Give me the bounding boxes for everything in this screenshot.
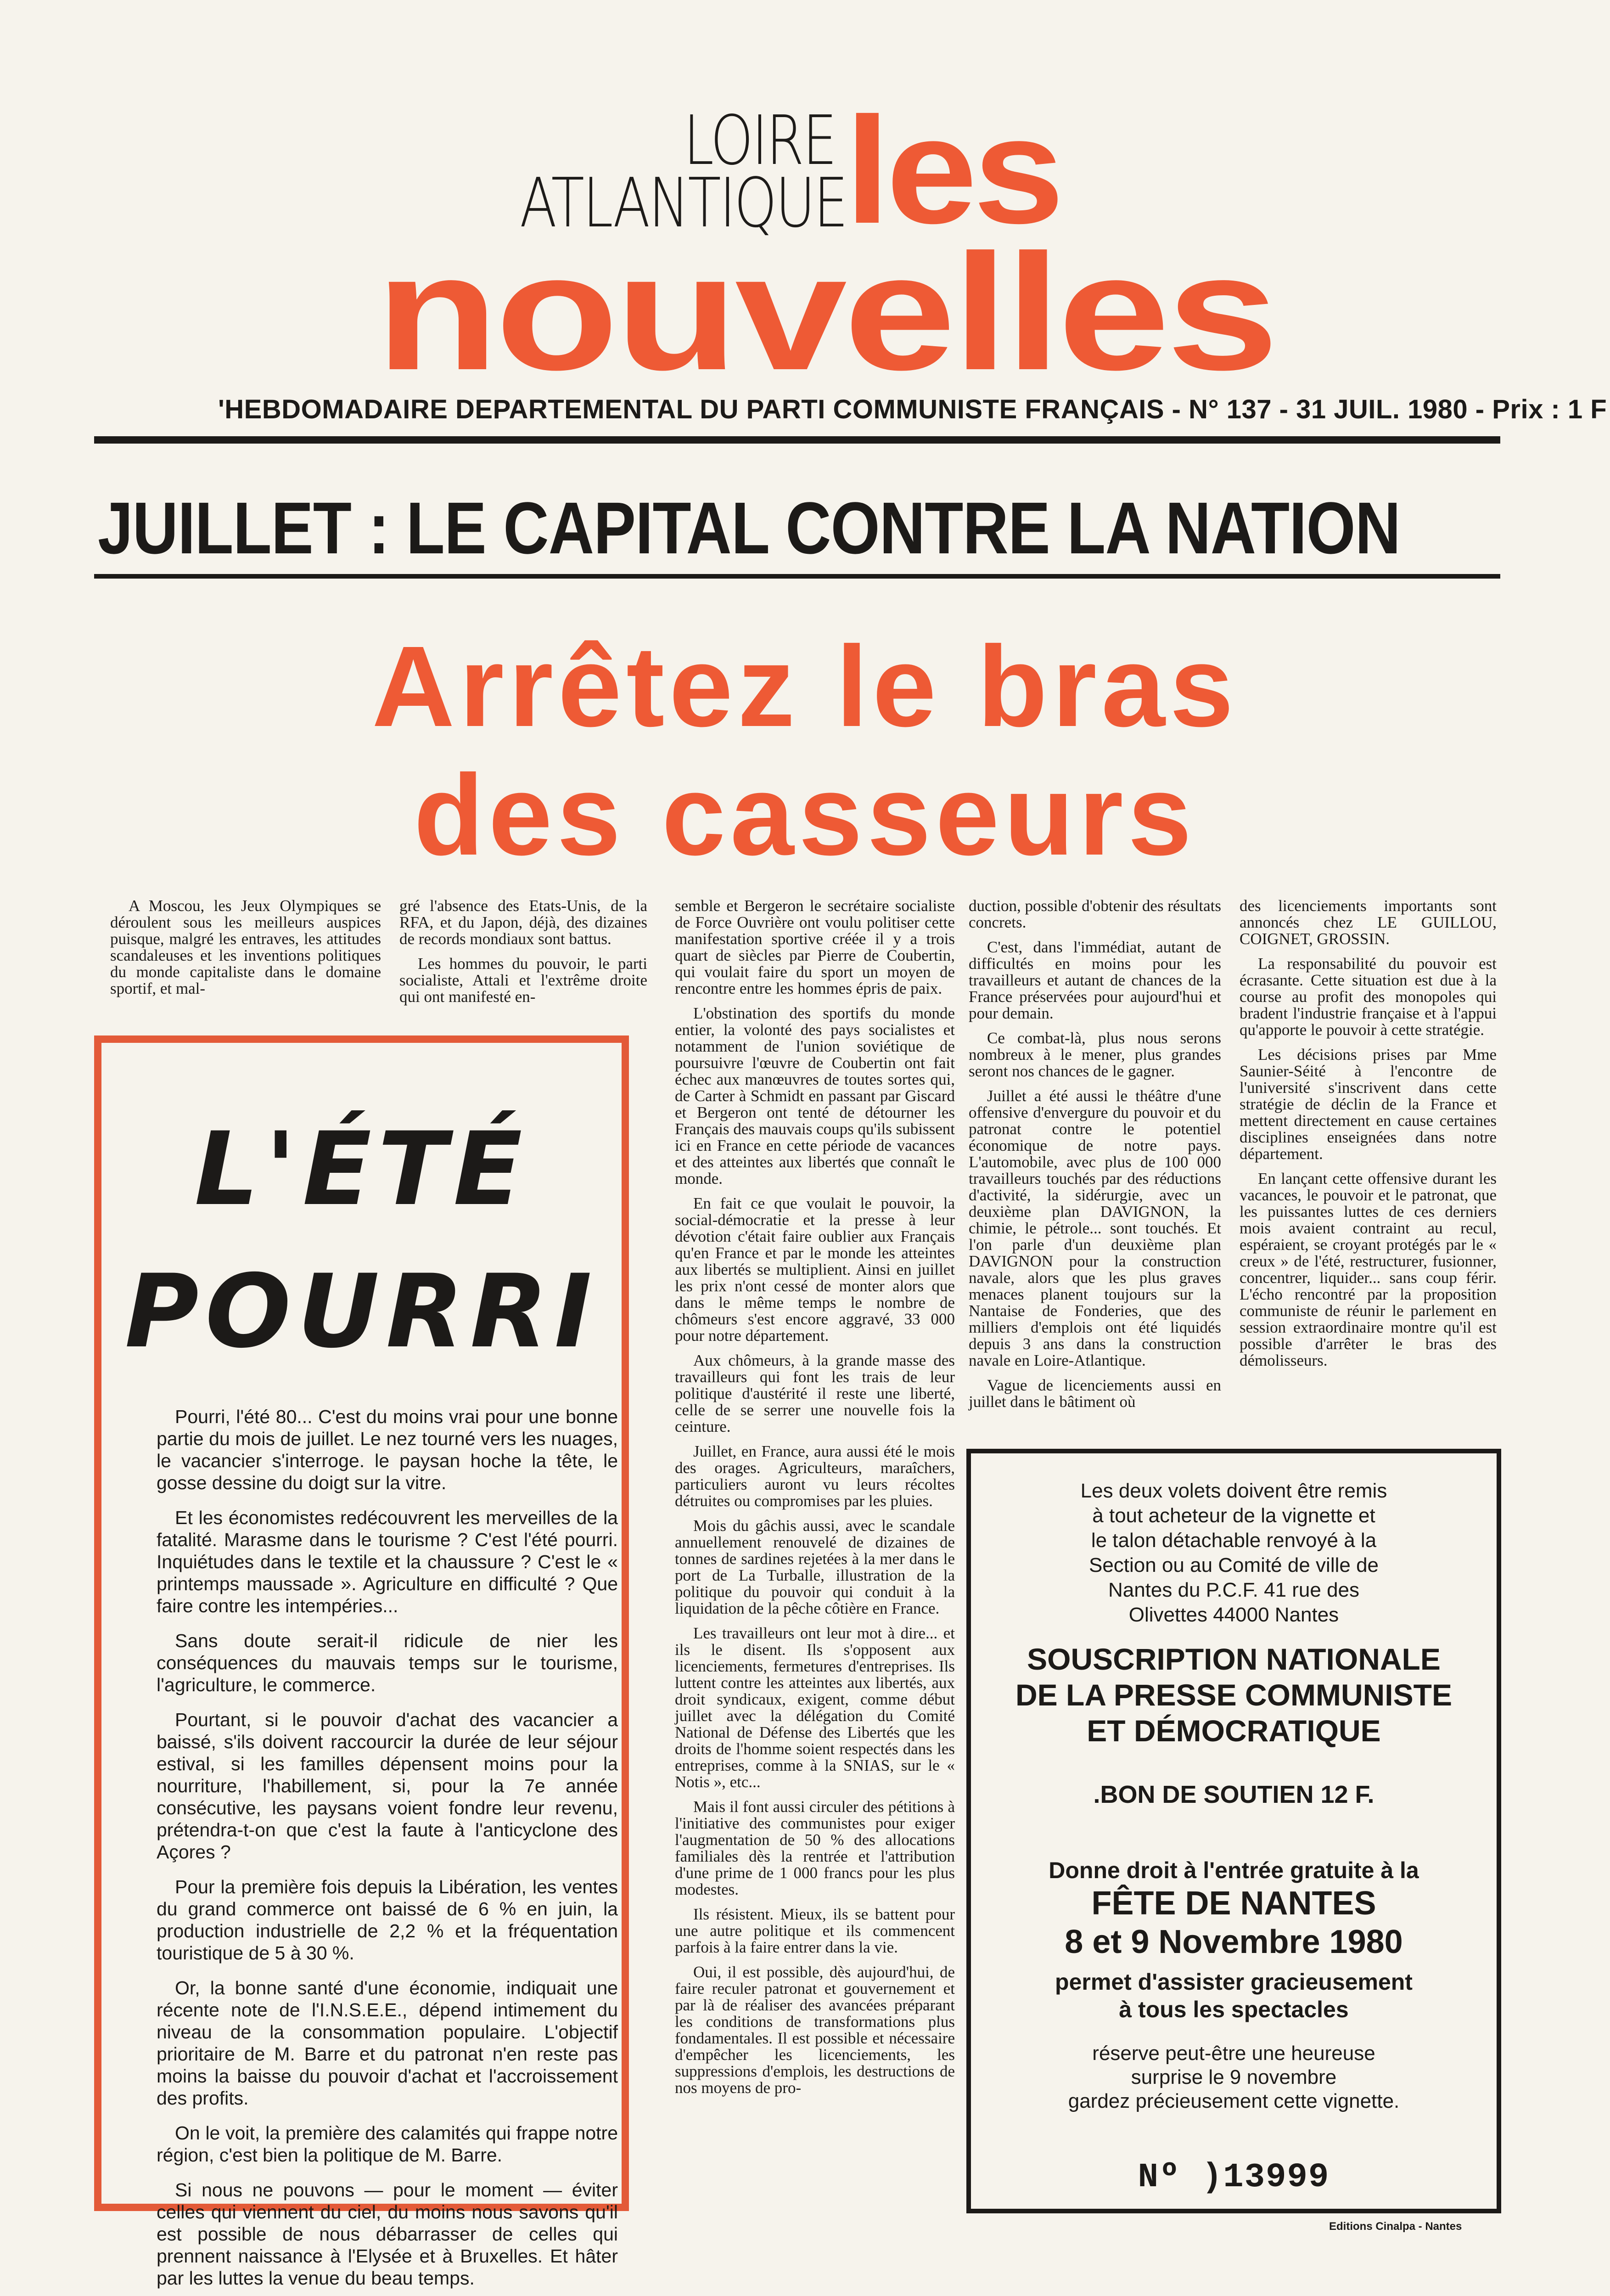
- article-paragraph: Ce combat-là, plus nous serons nombreux à le mener, plus grandes seront nos chances de le gagner.: [969, 1029, 1221, 1080]
- article-paragraph: La responsabilité du pouvoir est écrasante. Cette situation est due à la course au profit des monopoles qui bradent l'industrie française et à l'appui qu'apporte le pouvoir à cette stratégie.: [1240, 955, 1497, 1039]
- article-paragraph: semble et Bergeron le secrétaire socialiste de Force Ouvrière ont voulu politiser cette manifestation sportive créée il y a trois quart de siècles par Pierre de Coubertin, qui voulait faire du sport un moyen de rencontre entre les hommes épris de paix.: [675, 897, 955, 997]
- ete-paragraph: Or, la bonne santé d'une économie, indiquait une récente note de l'I.N.S.E.E., dépend intimement du niveau de la consommation populaire. L'objectif prioritaire de M. Barre et du patronat n'en reste pas moins la baisse du pouvoir d'achat et l'accroissement des profits.: [157, 1977, 618, 2109]
- coupon-intro-line: le talon détachable renvoyé à la: [1091, 1529, 1377, 1552]
- article-paragraph: Aux chômeurs, à la grande masse des travailleurs qui font les trais de leur politique d'austérité il reste une liberté, celle de se serrer une nouvelle fois la ceinture.: [675, 1351, 955, 1435]
- ete-paragraph: Sans doute serait-il ridicule de nier les conséquences du mauvais temps sur le tourisme, l'agriculture, le commerce.: [157, 1630, 618, 1695]
- coupon-heading-line: DE LA PRESSE COMMUNISTE: [1015, 1678, 1452, 1712]
- coupon-reserve-line: surprise le 9 novembre: [1131, 2066, 1337, 2088]
- article-paragraph: des licenciements importants sont annoncés chez LE GUILLOU, COIGNET, GROSSIN.: [1240, 897, 1497, 948]
- article-col2: [399, 898, 647, 1005]
- coupon-heading-line: SOUSCRIPTION NATIONALE: [1027, 1642, 1441, 1676]
- kicker-rule: [94, 574, 1500, 579]
- coupon-fete-line1: FÊTE DE NANTES: [1091, 1885, 1376, 1922]
- printer-credit: Editions Cinalpa - Nantes: [1329, 2220, 1462, 2233]
- coupon-number: Nº )13999: [1138, 2158, 1330, 2197]
- coupon-heading: [971, 1641, 1497, 1749]
- main-headline-line2: des casseurs: [414, 751, 1196, 879]
- coupon-intro-line: Les deux volets doivent être remis: [1080, 1480, 1387, 1502]
- coupon-reserve: [971, 2042, 1497, 2113]
- ete-title-line1: L'ÉTÉ: [194, 1110, 529, 1228]
- ete-pourri-box: [94, 1035, 629, 2289]
- coupon-intro: [971, 1479, 1497, 1627]
- ete-paragraph: Si nous ne pouvons — pour le moment — éviter celles qui viennent du ciel, du moins nous savons qu'il est possible de nous débarrasser de celles qui prennent naissance à l'Elysée et à Bruxelles. Et hâter par les luttes la venue du beau temps.: [157, 2179, 618, 2289]
- coupon-reserve-line: réserve peut-être une heureuse: [1092, 2042, 1375, 2065]
- coupon-donne-droit: Donne droit à l'entrée gratuite à la: [1049, 1857, 1419, 1883]
- article-paragraph: C'est, dans l'immédiat, autant de difficultés en moins pour les travailleurs et autant de chances de la France préservées pour aujourd'hui et pour demain.: [969, 938, 1221, 1022]
- article-col1: [110, 898, 381, 997]
- coupon-heading-line: ET DÉMOCRATIQUE: [1087, 1714, 1381, 1748]
- coupon-intro-line: Nantes du P.C.F. 41 rue des: [1108, 1579, 1360, 1601]
- masthead-title-nouvelles: nouvelles: [376, 220, 1276, 405]
- ete-title-line2: POURRI: [124, 1253, 599, 1370]
- coupon-intro-line: à tout acheteur de la vignette et: [1092, 1504, 1375, 1527]
- kicker-headline: JUILLET : LE CAPITAL CONTRE LA NATION: [98, 487, 1401, 569]
- article-paragraph: En fait ce que voulait le pouvoir, la social-démocratie et la presse à leur dévotion c'était faire oublier aux Français qu'en France et par le monde les atteintes aux libertés se multiplient. Ainsi en juillet les prix n'ont cessé de monter alors que dans le même temps le nombre de chômeurs s'est encore aggravé, 33 000 pour notre département.: [675, 1194, 955, 1345]
- article-paragraph: duction, possible d'obtenir des résultats concrets.: [969, 897, 1221, 931]
- article-paragraph: Mais il font aussi circuler des pétitions à l'initiative des communistes pour exiger l'augmentation de 50 % des allocations familiales dès la rentrée et l'attribution d'une prime de 1 000 francs pour les plus modestes.: [675, 1798, 955, 1898]
- coupon-fete-line2: 8 et 9 Novembre 1980: [1065, 1924, 1403, 1960]
- coupon-bon-soutien: .BON DE SOUTIEN 12 F.: [1093, 1781, 1374, 1808]
- article-paragraph: Les décisions prises par Mme Saunier-Séité à l'encontre de l'université s'inscrivent dans cette stratégie de déclin de la France et mettent directement en cause certaines disciplines enseignées dans notre département.: [1240, 1046, 1497, 1163]
- masthead-tagline: 'HEBDOMADAIRE DEPARTEMENTAL DU PARTI COMMUNISTE FRANÇAIS - N° 137 - 31 JUIL. 1980 - Prix : 1 F: [218, 394, 1607, 424]
- article-paragraph: Les hommes du pouvoir, le parti socialiste, Attali et l'extrême droite qui ont manifesté en-: [399, 955, 647, 1006]
- article-col3: [675, 898, 955, 2096]
- masthead-title-les: les: [845, 85, 1060, 255]
- article-paragraph: A Moscou, les Jeux Olympiques se déroulent sous les meilleurs auspices puisque, malgré les entraves, les attitudes scandaleuses et les inventions politiques du monde capitaliste dans le domaine sportif, et mal-: [110, 897, 381, 997]
- masthead-region: [520, 101, 847, 242]
- article-paragraph: L'obstination des sportifs du monde entier, la volonté des pays socialistes et notamment de l'union soviétique de poursuivre l'œuvre de Coubertin ont fait échec aux manœuvres de toutes sortes qui, de Carter à Schmidt en passant par Giscard et Bergeron ont tenté de détourner les Français des mauvais coups qu'ils subissent ici en France en cette période de vacances et des atteintes aux libertés que connaît le monde.: [675, 1004, 955, 1187]
- article-paragraph: Vague de licenciements aussi en juillet dans le bâtiment où: [969, 1376, 1221, 1411]
- coupon-intro-line: Section ou au Comité de ville de: [1088, 1554, 1379, 1576]
- coupon-reserve-line: gardez précieusement cette vignette.: [1068, 2090, 1400, 2112]
- article-paragraph: En lançant cette offensive durant les vacances, le pouvoir et le patronat, que les puissantes luttes de ces derniers mois avaient contraint au recul, espéraient, se croyant protégés par le « creux » de l'été, restructurer, fusionner, concentrer, liquider... sans coup férir. L'écho rencontré par la proposition communiste de réunir le parlement en session extraordinaire montre qu'il est possible d'arrêter le bras des démolisseurs.: [1240, 1170, 1497, 1369]
- article-paragraph: Mois du gâchis aussi, avec le scandale annuellement renouvelé de dizaines de tonnes de sardines rejetées à la mer dans le port de La Turballe, illustration de la politique du pouvoir qui conduit à la liquidation de la pêche côtière en France.: [675, 1517, 955, 1617]
- coupon-permet-line2: à tous les spectacles: [1119, 1997, 1349, 2022]
- ete-body: [157, 1406, 618, 2296]
- article-paragraph: Juillet, en France, aura aussi été le mois des orages. Agriculteurs, maraîchers, particuliers auront vu leurs récoltes détruites ou compromises par les pluies.: [675, 1442, 955, 1510]
- coupon-intro-line: Olivettes 44000 Nantes: [1128, 1604, 1339, 1626]
- article-paragraph: Juillet a été aussi le théâtre d'une offensive d'envergure du pouvoir et du patronat contre le potentiel économique de notre pays. L'automobile, avec plus de 100 000 travailleurs touchés par des réductions d'activité, la sidérurgie, avec un deuxième plan DAVIGNON, la chimie, le pétrole... sont touchés. Et l'on parle d'un deuxième plan DAVIGNON pour la construction navale, alors que les plus graves menaces planent toujours sur la Nantaise de Fonderies, que des milliers d'emplois ont été liquidés depuis 3 ans dans la construction navale en Loire-Atlantique.: [969, 1087, 1221, 1369]
- coupon-permet-line1: permet d'assister gracieusement: [1055, 1969, 1413, 1995]
- ete-paragraph: Pourri, l'été 80... C'est du moins vrai pour une bonne partie du mois de juillet. Le nez tourné vers les nuages, le vacancier s'interroge. le paysan hoche la tête, le gosse dessine du doigt sur la vitre.: [157, 1406, 618, 1493]
- article-paragraph: Ils résistent. Mieux, ils se battent pour une autre politique et ils commencent parfois à la faire entrer dans la vie.: [675, 1905, 955, 1956]
- article-col5: [1240, 898, 1497, 1369]
- ete-paragraph: Pour la première fois depuis la Libération, les ventes du grand commerce ont baissé de 6 % en juin, la production industrielle de 2,2 % et la fréquentation touristique de 5 à 30 %.: [157, 1876, 618, 1964]
- region-line-1: LOIRE: [684, 101, 836, 180]
- masthead-rule: [94, 436, 1500, 444]
- article-paragraph: Oui, il est possible, dès aujourd'hui, de faire reculer patronat et gouvernement et par là de réaliser des avancées préparant les conditions de transformations plus fondamentales. Il est possible et nécessaire d'empêcher les licenciements, les suppressions d'emplois, les destructions de nos moyens de pro-: [675, 1963, 955, 2097]
- main-headline-line1: Arrêtez le bras: [372, 622, 1238, 750]
- article-paragraph: gré l'absence des Etats-Unis, de la RFA, et du Japon, déjà, des dizaines de records mondiaux sont battus.: [399, 897, 647, 948]
- subscription-coupon: [966, 1449, 1501, 2213]
- ete-paragraph: Et les économistes redécouvrent les merveilles de la fatalité. Marasme dans le tourisme ? C'est l'été pourri. Inquiétudes dans le textile et la chaussure ? C'est le « printemps maussade ». Agriculture en difficulté ? Que faire contre les intempéries...: [157, 1507, 618, 1616]
- article-paragraph: Les travailleurs ont leur mot à dire... et ils le disent. Ils s'opposent aux licenciements, fermetures d'entreprises. Ils luttent contre les atteintes aux libertés, aux droit syndicaux, exigent, comme début juillet avec la délégation du Comité National de Défense des Libertés que les droits de l'homme soient respectés dans les entreprises, comme à la SNIAS, sur le « Notis », etc...: [675, 1624, 955, 1791]
- region-line-2: ATLANTIQUE: [520, 163, 847, 242]
- ete-paragraph: Pourtant, si le pouvoir d'achat des vacancier a baissé, s'ils doivent raccourcir la durée de leur séjour estival, si les familles dépensent moins pour la nourriture, l'habillement, si, pour la 7e année consécutive, les paysans voient fondre leur revenu, prétendra-t-on que c'est la faute à l'anticyclone des Açores ?: [157, 1709, 618, 1863]
- article-col4: [969, 898, 1221, 1410]
- ete-paragraph: On le voit, la première des calamités qui frappe notre région, c'est bien la politique de M. Barre.: [157, 2122, 618, 2166]
